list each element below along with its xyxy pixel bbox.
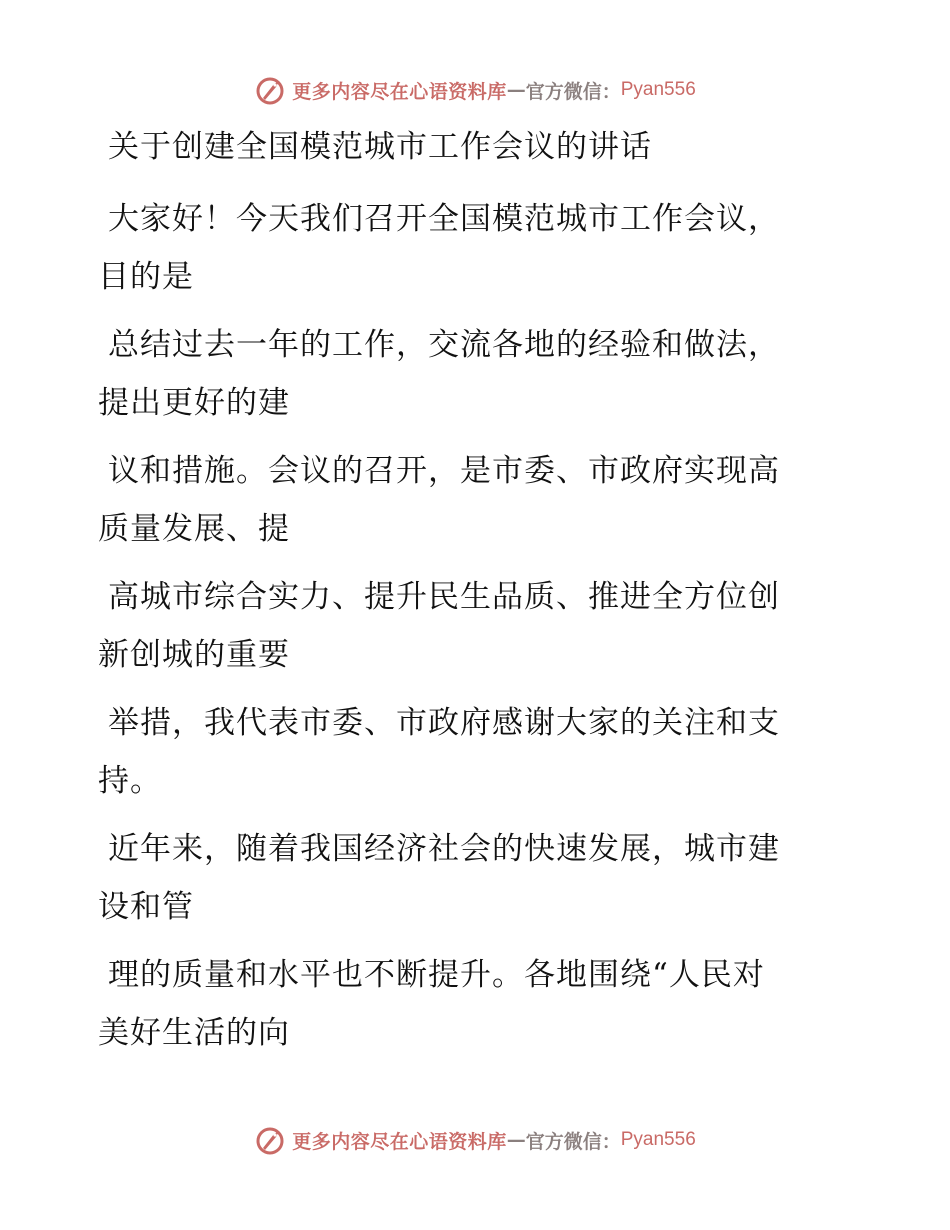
footer-banner[interactable] [0, 1120, 950, 1160]
paragraph-line: 目的是 [98, 259, 194, 295]
document-title: 关于创建全国模范城市工作会议的讲话 [108, 129, 652, 165]
footer-wechat-label: 官方微信： [525, 1130, 621, 1153]
paragraph [98, 442, 838, 558]
paragraph-line: 总结过去一年的工作，交流各地的经验和做法， [108, 327, 780, 363]
paragraph [98, 568, 838, 684]
paragraph-line: 近年来，随着我国经济社会的快速发展，城市建 [108, 831, 780, 867]
paragraph-line: 议和措施。会议的召开，是市委、市政府实现高 [108, 453, 780, 489]
header-banner[interactable] [0, 70, 950, 110]
paragraph-line: 理的质量和水平也不断提升。各地围绕“人民对 [108, 957, 765, 993]
header-wechat-label: 官方微信： [525, 80, 621, 103]
pen-nib-logo-icon [254, 1124, 286, 1156]
paragraph-line: 新创城的重要 [98, 637, 290, 673]
paragraph-line: 高城市综合实力、提升民生品质、推进全方位创 [108, 579, 780, 615]
footer-dash: — [506, 1129, 526, 1151]
paragraph-line: 持。 [98, 763, 162, 799]
pen-nib-logo-icon [254, 74, 286, 106]
paragraph-line: 质量发展、提 [98, 511, 290, 547]
paragraph [98, 820, 838, 936]
paragraph-line: 美好生活的向 [98, 1015, 290, 1051]
footer-wechat-id: Pyan556 [620, 1129, 696, 1150]
footer-brand-text: 更多内容尽在心语资料库 [292, 1130, 507, 1153]
header-wechat-id: Pyan556 [620, 79, 696, 100]
paragraph [98, 316, 838, 432]
paragraph-line: 提出更好的建 [98, 385, 290, 421]
paragraph [98, 694, 838, 810]
paragraph-line: 设和管 [98, 889, 194, 925]
paragraph [98, 190, 838, 306]
document-body [98, 122, 838, 1072]
paragraph-line: 举措，我代表市委、市政府感谢大家的关注和支 [108, 705, 780, 741]
paragraph-line: 大家好！今天我们召开全国模范城市工作会议， [108, 201, 780, 237]
paragraph [98, 946, 838, 1062]
header-brand-text: 更多内容尽在心语资料库 [292, 80, 507, 103]
header-dash: — [506, 79, 526, 101]
